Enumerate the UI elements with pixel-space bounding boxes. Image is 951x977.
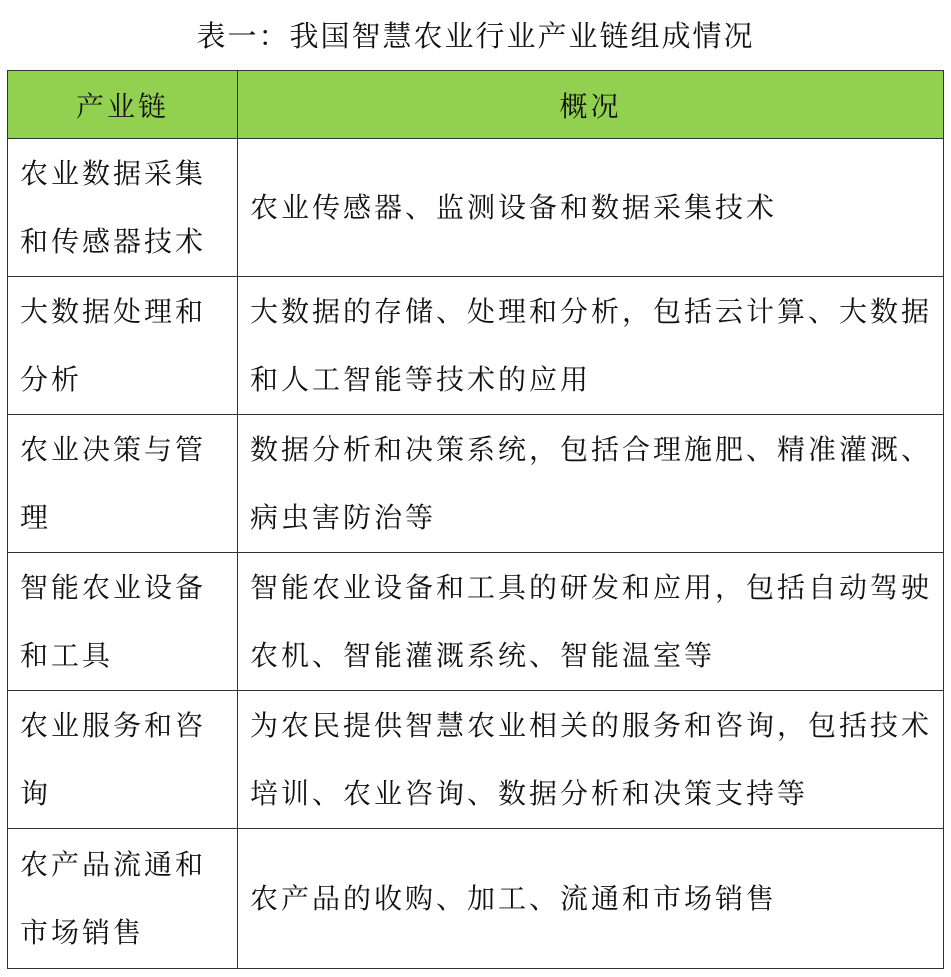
row-chain-cell: 农产品流通和市场销售 <box>8 829 238 969</box>
header-overview: 概况 <box>238 71 944 139</box>
row-overview-cell: 智能农业设备和工具的研发和应用，包括自动驾驶农机、智能灌溉系统、智能温室等 <box>238 553 944 691</box>
row-overview-cell: 农业传感器、监测设备和数据采集技术 <box>238 139 944 277</box>
row-chain-cell: 大数据处理和分析 <box>8 277 238 415</box>
row-chain-cell: 农业决策与管理 <box>8 415 238 553</box>
row-overview-cell: 数据分析和决策系统，包括合理施肥、精准灌溉、病虫害防治等 <box>238 415 944 553</box>
row-overview-cell: 农产品的收购、加工、流通和市场销售 <box>238 829 944 969</box>
table-header-row <box>8 71 944 139</box>
row-chain-cell: 农业服务和咨询 <box>8 691 238 829</box>
table-row <box>8 277 944 415</box>
row-chain-cell: 智能农业设备和工具 <box>8 553 238 691</box>
table-row <box>8 415 944 553</box>
table-row <box>8 553 944 691</box>
row-overview-cell: 大数据的存储、处理和分析，包括云计算、大数据和人工智能等技术的应用 <box>238 277 944 415</box>
header-industry-chain: 产业链 <box>8 71 238 139</box>
row-chain-cell: 农业数据采集和传感器技术 <box>8 139 238 277</box>
row-overview-cell: 为农民提供智慧农业相关的服务和咨询，包括技术培训、农业咨询、数据分析和决策支持等 <box>238 691 944 829</box>
table-row <box>8 139 944 277</box>
table-title: 表一：我国智慧农业行业产业链组成情况 <box>196 19 755 53</box>
industry-chain-table <box>7 70 944 969</box>
table-row <box>8 829 944 969</box>
table-row <box>8 691 944 829</box>
